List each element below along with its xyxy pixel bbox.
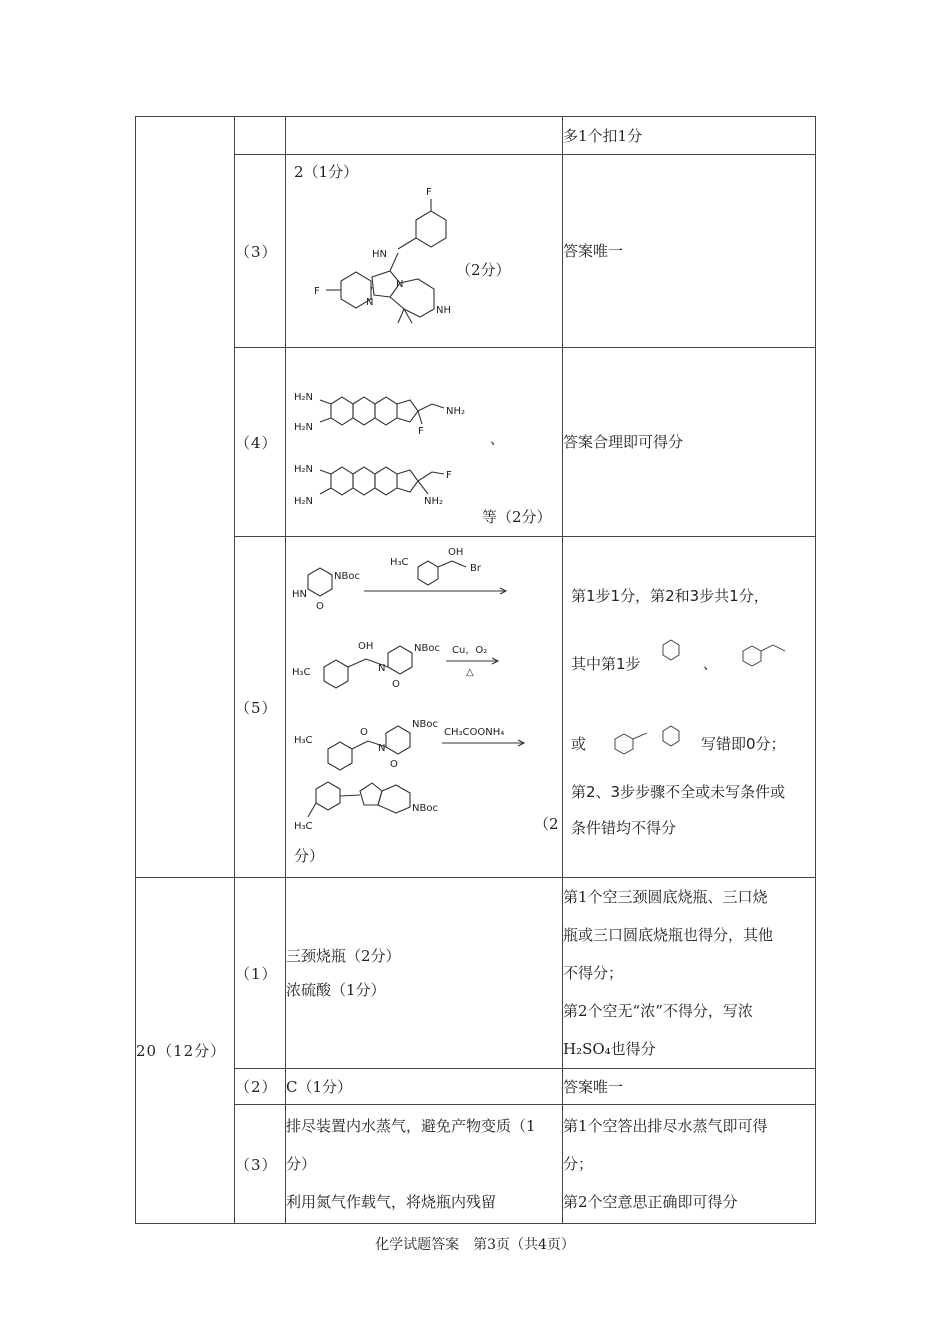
hydroxyl-label: OH [448,547,464,558]
note-line: 条件错均不得分 [571,819,677,837]
nboc-label: NBoc [412,803,438,814]
answer-line: 浓硫酸（1分） [286,981,386,999]
table-row [136,348,816,537]
table-row [136,537,816,878]
score-label: （2 [534,815,559,833]
amine-label: NH₂ [446,406,466,417]
question-number: （5） [235,537,286,878]
answer-line: 分） [286,1155,317,1173]
answer-cell [286,117,563,155]
question-number: （1） [235,878,286,1069]
page-footer: 化学试题答案 第3页（共4页） [375,1237,575,1253]
question-number: （4） [235,348,286,537]
amine-label: HN [292,589,307,600]
amine-label: NH₂ [424,496,444,507]
answer-cell [286,348,563,537]
score-label: 2（1分） [294,163,359,181]
reagent-label: CH₃COONH₄ [444,727,505,738]
scoring-note: 多1个扣1分 [563,117,816,155]
table-row [136,117,816,155]
oxygen-label: O [390,759,398,770]
question-number: （2） [235,1069,286,1105]
note-line: 写错即0分； [701,735,786,753]
note-line: 第1个空三颈圆底烧瓶、三口烧 [563,888,768,906]
heat-symbol: △ [466,667,474,678]
amine-label: HN [372,249,387,260]
separator: 、 [490,432,504,448]
nitrogen-label: N [366,297,374,308]
note-line: 第2个空意思正确即可得分 [563,1193,738,1211]
note-line: 第1个空答出排尽水蒸气即可得 [563,1117,768,1135]
answer-cell [286,878,563,1069]
group-cell-19 [136,117,235,878]
note-line: H₂SO₄也得分 [563,1040,656,1058]
question-number: （3） [235,1105,286,1224]
nboc-label: NBoc [412,719,438,730]
scoring-note-q5 [563,537,816,873]
note-line: 或 [571,735,587,753]
methyl-label: H₃C [390,557,409,568]
bromine-label: Br [470,563,481,574]
table-row [136,1105,816,1224]
scoring-note: 答案唯一 [563,1069,816,1105]
scoring-note [563,1105,816,1224]
nboc-label: NBoc [334,571,360,582]
scoring-note: 答案合理即可得分 [563,348,816,537]
structure-diagram-q3 [286,155,563,343]
oxygen-label: O [316,601,324,612]
amine-label: NH [436,305,451,316]
note-line: 分； [563,1155,594,1173]
table-row [136,155,816,348]
note-line: 瓶或三口圆底烧瓶也得分，其他 [563,926,774,944]
separator: 、 [703,657,717,673]
fluorine-label: F [426,187,432,198]
note-line: 第1步1分，第2和3步共1分， [571,587,769,605]
score-label: （2分） [456,261,511,279]
score-label: 分） [294,847,325,865]
scoring-note: 答案唯一 [563,155,816,348]
amine-label: H₂N [294,422,314,433]
answer-cell [286,537,563,878]
question-number: （3） [235,155,286,348]
amine-label: H₂N [294,496,314,507]
scoring-note [563,878,816,1069]
methyl-label: H₃C [294,821,313,832]
fluorine-label: F [314,286,320,297]
answer-cell [286,1105,563,1224]
question-group-20: 20（12分） [136,878,235,1224]
nitrogen-label: N [378,663,386,674]
score-label: 等（2分） [482,508,552,526]
nitrogen-label: N [396,279,404,290]
note-line: 第2个空无“浓”不得分，写浓 [563,1002,753,1020]
table-row [136,1069,816,1105]
synthesis-route-q5 [286,537,563,873]
note-line: 其中第1步 [571,655,641,673]
table-row [136,878,816,1069]
scoring-note [563,537,816,878]
structure-diagram-q4 [286,348,563,532]
hydroxyl-label: OH [358,641,374,652]
fluorine-label: F [418,426,424,437]
reagent-label: Cu，O₂ [452,645,488,656]
answer-cell [286,155,563,348]
fluorine-label: F [446,470,452,481]
answer-cell: C（1分） [286,1069,563,1105]
note-line: 第2、3步步骤不全或未写条件或 [571,783,786,801]
answer-table [135,116,816,1224]
methyl-label: H₃C [292,667,311,678]
nitrogen-label: N [378,743,386,754]
note-line: 不得分； [563,964,624,982]
answer-line: 利用氮气作载气，将烧瓶内残留 [286,1193,497,1211]
amine-label: H₂N [294,392,314,403]
nboc-label: NBoc [414,643,440,654]
answer-line: 三颈烧瓶（2分） [286,947,401,965]
answer-line: 排尽装置内水蒸气，避免产物变质（1 [286,1117,536,1135]
methyl-label: H₃C [294,735,313,746]
oxygen-label: O [360,727,368,738]
question-number-cell [235,117,286,155]
amine-label: H₂N [294,464,314,475]
oxygen-label: O [392,679,400,690]
